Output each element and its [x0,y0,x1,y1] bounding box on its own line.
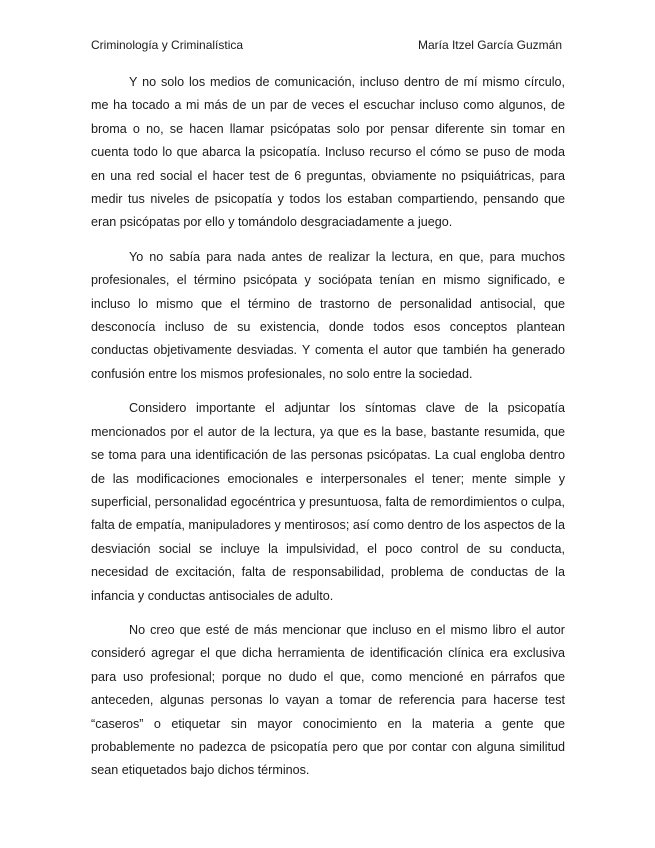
page-header [91,38,562,52]
paragraph-3: Considero importante el adjuntar los síntomas clave de la psicopatía mencionados por el autor de la lectura, ya que es la base, bastante resumida, que se toma para una identificación de las personas psicópatas. La cual engloba dentro de las modificaciones emocionales e interpersonales el tener; mente simple y superficial, personalidad egocéntrica y presuntuosa, falta de remordimientos o culpa, falta de empatía, manipuladores y mentirosos; así como dentro de los aspectos de la desviación social se incluye la impulsividad, el poco control de su conducta, necesidad de excitación, falta de responsabilidad, problema de conductas de la infancia y conductas antisociales de adulto. [91,401,565,603]
header-course-title: Criminología y Criminalística [91,38,244,52]
header-author-name: María Itzel García Guzmán [417,38,562,52]
document-body [91,71,565,794]
paragraph-1: Y no solo los medios de comunicación, incluso dentro de mí mismo círculo, me ha tocado a mi más de un par de veces el escuchar incluso como algunos, de broma o no, se hacen llamar psicópatas solo por pensar diferente sin tomar en cuenta todo lo que abarca la psicopatía. Incluso recurso el cómo se puso de moda en una red social el hacer test de 6 preguntas, obviamente no psiquiátricas, para medir tus niveles de psicopatía y todos los estaban compartiendo, pensando que eran psicópatas por ello y tomándolo desgraciadamente a juego. [91,75,565,230]
paragraph-2: Yo no sabía para nada antes de realizar la lectura, en que, para muchos profesionales, el término psicópata y sociópata tenían en mismo significado, e incluso lo mismo que el término de trastorno de personalidad antisocial, que desconocía incluso de su existencia, donde todos esos conceptos plantean conductas objetivamente desviadas. Y comenta el autor que también ha generado confusión entre los mismos profesionales, no solo entre la sociedad. [91,249,565,381]
paragraph-4: No creo que esté de más mencionar que incluso en el mismo libro el autor consideró agregar el que dicha herramienta de identificación clínica era exclusiva para uso profesional; porque no dudo el que, como mencioné en párrafos que anteceden, algunas personas lo vayan a tomar de referencia para hacerse test “caseros” o etiquetar sin mayor conocimiento en la materia a gente que probablemente no padezca de psicopatía pero que por contar con alguna similitud sean etiquetados bajo dichos términos. [91,622,565,778]
